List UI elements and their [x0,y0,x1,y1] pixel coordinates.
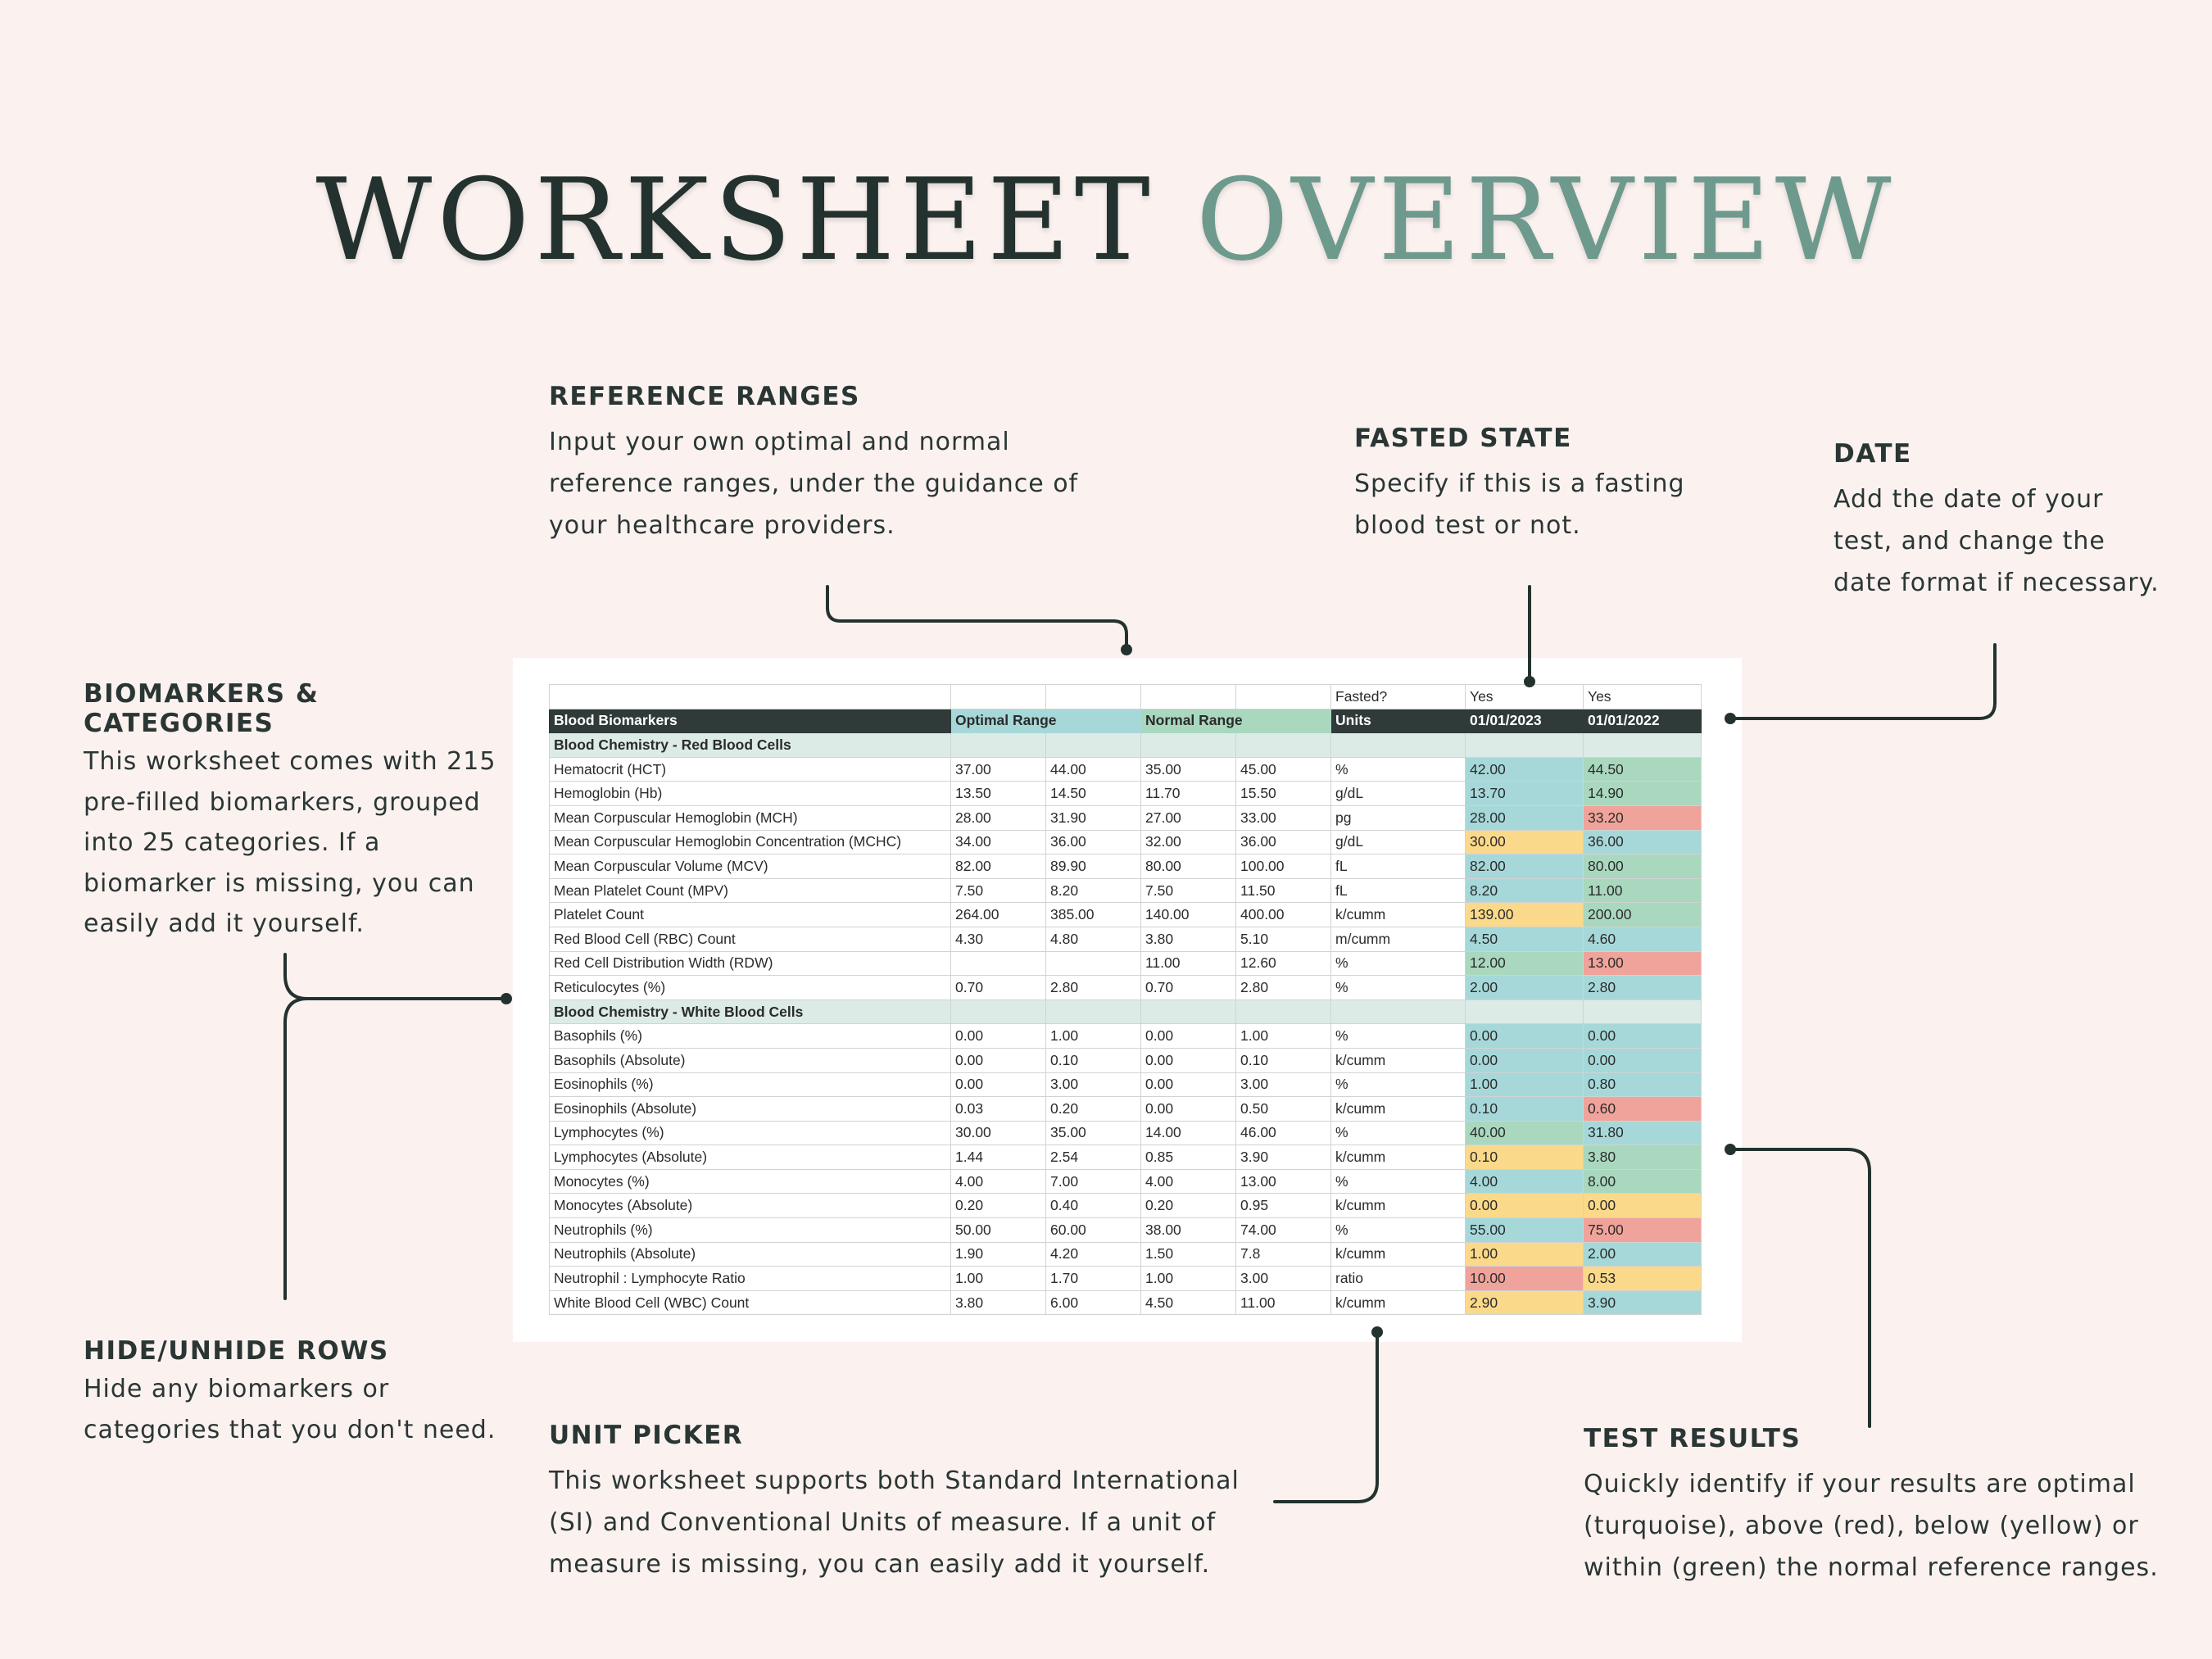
table-cell[interactable]: 0.10 [1046,1048,1141,1072]
result-cell[interactable]: 82.00 [1466,854,1584,879]
table-cell[interactable]: 14.50 [1046,782,1141,806]
table-cell[interactable]: 264.00 [951,903,1046,927]
table-cell[interactable]: 0.00 [1141,1024,1236,1049]
table-cell[interactable]: 6.00 [1046,1290,1141,1315]
biomarker-name-cell[interactable]: Hemoglobin (Hb) [550,782,951,806]
result-cell[interactable]: 42.00 [1466,757,1584,782]
biomarker-name-cell[interactable]: Mean Corpuscular Volume (MCV) [550,854,951,879]
biomarker-name-cell[interactable]: Reticulocytes (%) [550,976,951,1000]
result-cell[interactable]: 0.00 [1584,1048,1702,1072]
note-line: Hide any biomarkers or [84,1375,390,1403]
table-cell[interactable]: 35.00 [1046,1121,1141,1145]
unit-cell[interactable]: m/cumm [1331,927,1466,951]
table-cell[interactable]: 15.50 [1236,782,1331,806]
note-line: your healthcare providers. [549,511,895,540]
unit-cell[interactable]: k/cumm [1331,1194,1466,1218]
biomarker-name-cell[interactable]: Eosinophils (Absolute) [550,1097,951,1122]
result-cell[interactable]: 8.20 [1466,878,1584,903]
table-cell[interactable]: 45.00 [1236,757,1331,782]
table-cell[interactable]: 1.70 [1046,1267,1141,1291]
table-cell[interactable]: 0.50 [1236,1097,1331,1122]
connector-unit-picker [1275,1332,1377,1502]
table-cell[interactable]: 1.44 [951,1145,1046,1170]
table-cell[interactable]: 0.20 [1141,1194,1236,1218]
result-cell[interactable]: 0.10 [1466,1145,1584,1170]
note-line: categories that you don't need. [84,1415,496,1444]
result-cell[interactable]: 11.00 [1584,878,1702,903]
table-cell[interactable]: 3.00 [1236,1267,1331,1291]
result-cell[interactable]: 0.00 [1466,1024,1584,1049]
biomarker-name-cell[interactable]: Monocytes (Absolute) [550,1194,951,1218]
table-cell[interactable]: 13.50 [951,782,1046,806]
result-cell[interactable]: 0.53 [1584,1267,1702,1291]
table-cell[interactable]: 1.90 [951,1242,1046,1267]
biomarker-name-cell[interactable]: Platelet Count [550,903,951,927]
note-heading: HIDE/UNHIDE ROWS [84,1336,389,1366]
biomarker-name-cell[interactable]: White Blood Cell (WBC) Count [550,1290,951,1315]
table-cell[interactable]: 5.10 [1236,927,1331,951]
connector-reference-ranges [827,587,1126,650]
result-cell[interactable]: 13.00 [1584,951,1702,976]
unit-cell[interactable]: % [1331,1072,1466,1097]
note-line: pre-filled biomarkers, grouped [84,787,481,817]
biomarker-name-cell[interactable]: Basophils (Absolute) [550,1048,951,1072]
table-cell[interactable]: 36.00 [1046,830,1141,854]
unit-cell[interactable]: % [1331,951,1466,976]
unit-cell[interactable]: g/dL [1331,782,1466,806]
note-heading: TEST RESULTS [1584,1424,1802,1453]
note-line: into 25 categories. If a [84,828,381,857]
result-cell[interactable]: 30.00 [1466,830,1584,854]
unit-cell[interactable]: % [1331,1121,1466,1145]
note-line: This worksheet comes with 215 [84,747,496,776]
table-cell[interactable]: 12.60 [1236,951,1331,976]
connector-dot [1725,713,1736,724]
table-cell[interactable]: 36.00 [1236,830,1331,854]
table-cell[interactable]: 11.00 [1236,1290,1331,1315]
table-cell[interactable]: 8.20 [1046,878,1141,903]
unit-cell[interactable]: k/cumm [1331,1242,1466,1267]
table-cell[interactable]: 1.00 [1141,1267,1236,1291]
note-line: measure is missing, you can easily add it yourself. [549,1550,1211,1579]
table-cell[interactable]: 44.00 [1046,757,1141,782]
note-line: This worksheet supports both Standard International [549,1466,1240,1495]
table-cell[interactable]: 7.00 [1046,1169,1141,1194]
result-cell[interactable]: 36.00 [1584,830,1702,854]
table-cell[interactable]: 11.50 [1236,878,1331,903]
result-cell[interactable]: 2.00 [1584,1242,1702,1267]
note-heading: UNIT PICKER [549,1421,744,1450]
table-cell[interactable]: 0.00 [951,1072,1046,1097]
unit-cell[interactable]: % [1331,1169,1466,1194]
result-cell[interactable]: 0.10 [1466,1097,1584,1122]
result-cell[interactable]: 0.00 [1466,1048,1584,1072]
table-cell[interactable]: 2.54 [1046,1145,1141,1170]
result-cell[interactable]: 4.00 [1466,1169,1584,1194]
table-cell[interactable]: 4.50 [1141,1290,1236,1315]
table-cell[interactable]: 13.00 [1236,1169,1331,1194]
biomarker-name-cell[interactable]: Lymphocytes (Absolute) [550,1145,951,1170]
result-cell[interactable]: 139.00 [1466,903,1584,927]
table-cell[interactable]: 50.00 [951,1218,1046,1243]
biomarker-name-cell[interactable]: Eosinophils (%) [550,1072,951,1097]
unit-cell[interactable]: k/cumm [1331,1097,1466,1122]
result-cell[interactable]: 1.00 [1466,1242,1584,1267]
table-cell[interactable]: 38.00 [1141,1218,1236,1243]
table-cell[interactable]: 35.00 [1141,757,1236,782]
note-heading: FASTED STATE [1354,424,1572,453]
result-cell[interactable]: 28.00 [1466,805,1584,830]
result-cell[interactable]: 2.90 [1466,1290,1584,1315]
biomarker-name-cell[interactable]: Red Cell Distribution Width (RDW) [550,951,951,976]
biomarker-name-cell[interactable]: Basophils (%) [550,1024,951,1049]
note-heading: BIOMARKERS & CATEGORIES [84,679,320,738]
result-cell[interactable]: 0.60 [1584,1097,1702,1122]
connector-dot [1371,1326,1383,1338]
unit-cell[interactable]: % [1331,1218,1466,1243]
table-cell[interactable]: 74.00 [1236,1218,1331,1243]
result-cell[interactable]: 3.90 [1584,1290,1702,1315]
result-cell[interactable]: 3.80 [1584,1145,1702,1170]
table-cell[interactable]: 30.00 [951,1121,1046,1145]
table-cell[interactable]: 33.00 [1236,805,1331,830]
table-cell[interactable]: 0.10 [1236,1048,1331,1072]
table-cell[interactable]: 0.00 [1141,1072,1236,1097]
result-cell[interactable]: 40.00 [1466,1121,1584,1145]
table-cell[interactable]: 0.70 [1141,976,1236,1000]
biomarker-name-cell[interactable]: Monocytes (%) [550,1169,951,1194]
note-line: blood test or not. [1354,511,1581,540]
table-cell[interactable]: 0.03 [951,1097,1046,1122]
unit-cell[interactable]: ratio [1331,1267,1466,1291]
table-cell[interactable]: 0.20 [951,1194,1046,1218]
table-cell[interactable]: 2.80 [1046,976,1141,1000]
table-cell[interactable]: 3.90 [1236,1145,1331,1170]
biomarker-name-cell[interactable]: Neutrophils (%) [550,1218,951,1243]
table-cell[interactable]: 3.80 [951,1290,1046,1315]
connector-test-results [1730,1149,1870,1426]
result-cell[interactable]: 14.90 [1584,782,1702,806]
connector-dot [501,993,512,1004]
column-header-biomarkers[interactable]: Blood Biomarkers [550,709,951,733]
note-line: Specify if this is a fasting [1354,469,1685,498]
column-header-optimal-range[interactable]: Optimal Range [951,709,1141,733]
column-header-units[interactable]: Units [1331,709,1466,733]
unit-cell[interactable]: g/dL [1331,830,1466,854]
fasted-label-cell[interactable]: Fasted? [1331,685,1466,709]
result-cell[interactable]: 4.50 [1466,927,1584,951]
result-cell[interactable]: 10.00 [1466,1267,1584,1291]
biomarker-name-cell[interactable]: Hematocrit (HCT) [550,757,951,782]
table-cell[interactable]: 4.00 [1141,1169,1236,1194]
unit-cell[interactable]: k/cumm [1331,1048,1466,1072]
note-line: (turquoise), above (red), below (yellow) or [1584,1512,2139,1540]
table-cell[interactable]: 0.70 [951,976,1046,1000]
connector-dot [1524,676,1535,687]
fasted-value-cell[interactable]: Yes [1584,685,1702,709]
column-header-date[interactable]: 01/01/2022 [1584,709,1702,733]
title-word-overview: OVERVIEW [1195,154,1897,286]
connector-date [1730,645,1995,718]
result-cell[interactable]: 4.60 [1584,927,1702,951]
note-line: (SI) and Conventional Units of measure. If a unit of [549,1508,1217,1537]
result-cell[interactable]: 80.00 [1584,854,1702,879]
result-cell[interactable]: 31.80 [1584,1121,1702,1145]
category-label[interactable]: Blood Chemistry - White Blood Cells [550,999,951,1024]
biomarker-name-cell[interactable]: Red Blood Cell (RBC) Count [550,927,951,951]
table-cell[interactable]: 14.00 [1141,1121,1236,1145]
table-cell[interactable]: 11.00 [1141,951,1236,976]
table-cell[interactable]: 0.00 [1141,1097,1236,1122]
connector-biomarkers [285,954,506,999]
biomarker-name-cell[interactable]: Neutrophils (Absolute) [550,1242,951,1267]
fasted-value-cell[interactable]: Yes [1466,685,1584,709]
note-line: biomarker is missing, you can [84,868,475,898]
result-cell[interactable]: 2.80 [1584,976,1702,1000]
table-cell[interactable]: 0.20 [1046,1097,1141,1122]
table-cell[interactable]: 4.30 [951,927,1046,951]
biomarker-name-cell[interactable]: Mean Platelet Count (MPV) [550,878,951,903]
result-cell[interactable]: 200.00 [1584,903,1702,927]
column-header-date[interactable]: 01/01/2023 [1466,709,1584,733]
table-cell[interactable]: 0.00 [951,1048,1046,1072]
unit-cell[interactable]: k/cumm [1331,903,1466,927]
table-cell[interactable]: 0.00 [951,1024,1046,1049]
title-word-worksheet: WORKSHEET [315,154,1155,286]
table-cell[interactable]: 140.00 [1141,903,1236,927]
table-cell[interactable]: 27.00 [1141,805,1236,830]
table-cell[interactable]: 0.40 [1046,1194,1141,1218]
unit-cell[interactable]: k/cumm [1331,1290,1466,1315]
result-cell[interactable]: 33.20 [1584,805,1702,830]
unit-cell[interactable]: % [1331,976,1466,1000]
result-cell[interactable]: 12.00 [1466,951,1584,976]
note-line: Quickly identify if your results are optimal [1584,1470,2136,1498]
table-cell[interactable]: 80.00 [1141,854,1236,879]
table-cell[interactable]: 7.50 [951,878,1046,903]
biomarker-name-cell[interactable]: Mean Corpuscular Hemoglobin (MCH) [550,805,951,830]
category-label[interactable]: Blood Chemistry - Red Blood Cells [550,733,951,758]
result-cell[interactable]: 55.00 [1466,1218,1584,1243]
table-cell[interactable]: 89.90 [1046,854,1141,879]
table-cell[interactable]: 1.50 [1141,1242,1236,1267]
connector-dot [1725,1144,1736,1155]
note-line: reference ranges, under the guidance of [549,469,1079,498]
unit-cell[interactable]: pg [1331,805,1466,830]
result-cell[interactable]: 13.70 [1466,782,1584,806]
table-cell[interactable]: 1.00 [951,1267,1046,1291]
result-cell[interactable]: 44.50 [1584,757,1702,782]
unit-cell[interactable]: % [1331,757,1466,782]
biomarker-name-cell[interactable]: Lymphocytes (%) [550,1121,951,1145]
note-line: Input your own optimal and normal [549,428,1010,456]
table-cell[interactable]: 1.00 [1046,1024,1141,1049]
note-line: within (green) the normal reference ranges. [1584,1553,2159,1582]
connector-dot [1121,644,1132,655]
result-cell[interactable]: 0.00 [1466,1194,1584,1218]
table-cell[interactable]: 4.00 [951,1169,1046,1194]
note-line: date format if necessary. [1834,569,2160,597]
unit-cell[interactable]: fL [1331,854,1466,879]
table-cell[interactable]: 4.80 [1046,927,1141,951]
note-line: test, and change the [1834,527,2105,555]
table-cell[interactable]: 32.00 [1141,830,1236,854]
column-header-normal-range[interactable]: Normal Range [1141,709,1331,733]
biomarker-name-cell[interactable]: Neutrophil : Lymphocyte Ratio [550,1267,951,1291]
result-cell[interactable]: 0.80 [1584,1072,1702,1097]
table-cell[interactable]: 2.80 [1236,976,1331,1000]
table-cell[interactable]: 60.00 [1046,1218,1141,1243]
note-heading: REFERENCE RANGES [549,382,860,411]
table-cell[interactable]: 7.8 [1236,1242,1331,1267]
unit-cell[interactable]: fL [1331,878,1466,903]
result-cell[interactable]: 0.00 [1584,1194,1702,1218]
result-cell[interactable]: 8.00 [1584,1169,1702,1194]
table-cell[interactable]: 46.00 [1236,1121,1331,1145]
unit-cell[interactable]: k/cumm [1331,1145,1466,1170]
table-cell[interactable]: 31.90 [1046,805,1141,830]
connector-hide-rows [285,999,307,1299]
table-cell[interactable]: 34.00 [951,830,1046,854]
result-cell[interactable]: 2.00 [1466,976,1584,1000]
result-cell[interactable]: 75.00 [1584,1218,1702,1243]
table-cell[interactable]: 385.00 [1046,903,1141,927]
note-heading: DATE [1834,439,1912,469]
table-cell[interactable]: 100.00 [1236,854,1331,879]
table-cell[interactable]: 400.00 [1236,903,1331,927]
result-cell[interactable]: 0.00 [1584,1024,1702,1049]
table-cell[interactable]: 3.00 [1046,1072,1141,1097]
note-line: easily add it yourself. [84,909,365,938]
note-line: Add the date of your [1834,485,2104,514]
table-cell[interactable]: 0.00 [1141,1048,1236,1072]
table-cell[interactable]: 3.00 [1236,1072,1331,1097]
table-cell[interactable]: 0.95 [1236,1194,1331,1218]
unit-cell[interactable]: % [1331,1024,1466,1049]
table-cell[interactable]: 1.00 [1236,1024,1331,1049]
table-cell[interactable]: 37.00 [951,757,1046,782]
table-cell[interactable]: 28.00 [951,805,1046,830]
table-cell[interactable]: 3.80 [1141,927,1236,951]
table-cell[interactable]: 11.70 [1141,782,1236,806]
table-cell[interactable]: 7.50 [1141,878,1236,903]
table-cell[interactable]: 4.20 [1046,1242,1141,1267]
biomarker-name-cell[interactable]: Mean Corpuscular Hemoglobin Concentration (MCHC) [550,830,951,854]
table-cell[interactable]: 0.85 [1141,1145,1236,1170]
table-cell[interactable]: 82.00 [951,854,1046,879]
result-cell[interactable]: 1.00 [1466,1072,1584,1097]
